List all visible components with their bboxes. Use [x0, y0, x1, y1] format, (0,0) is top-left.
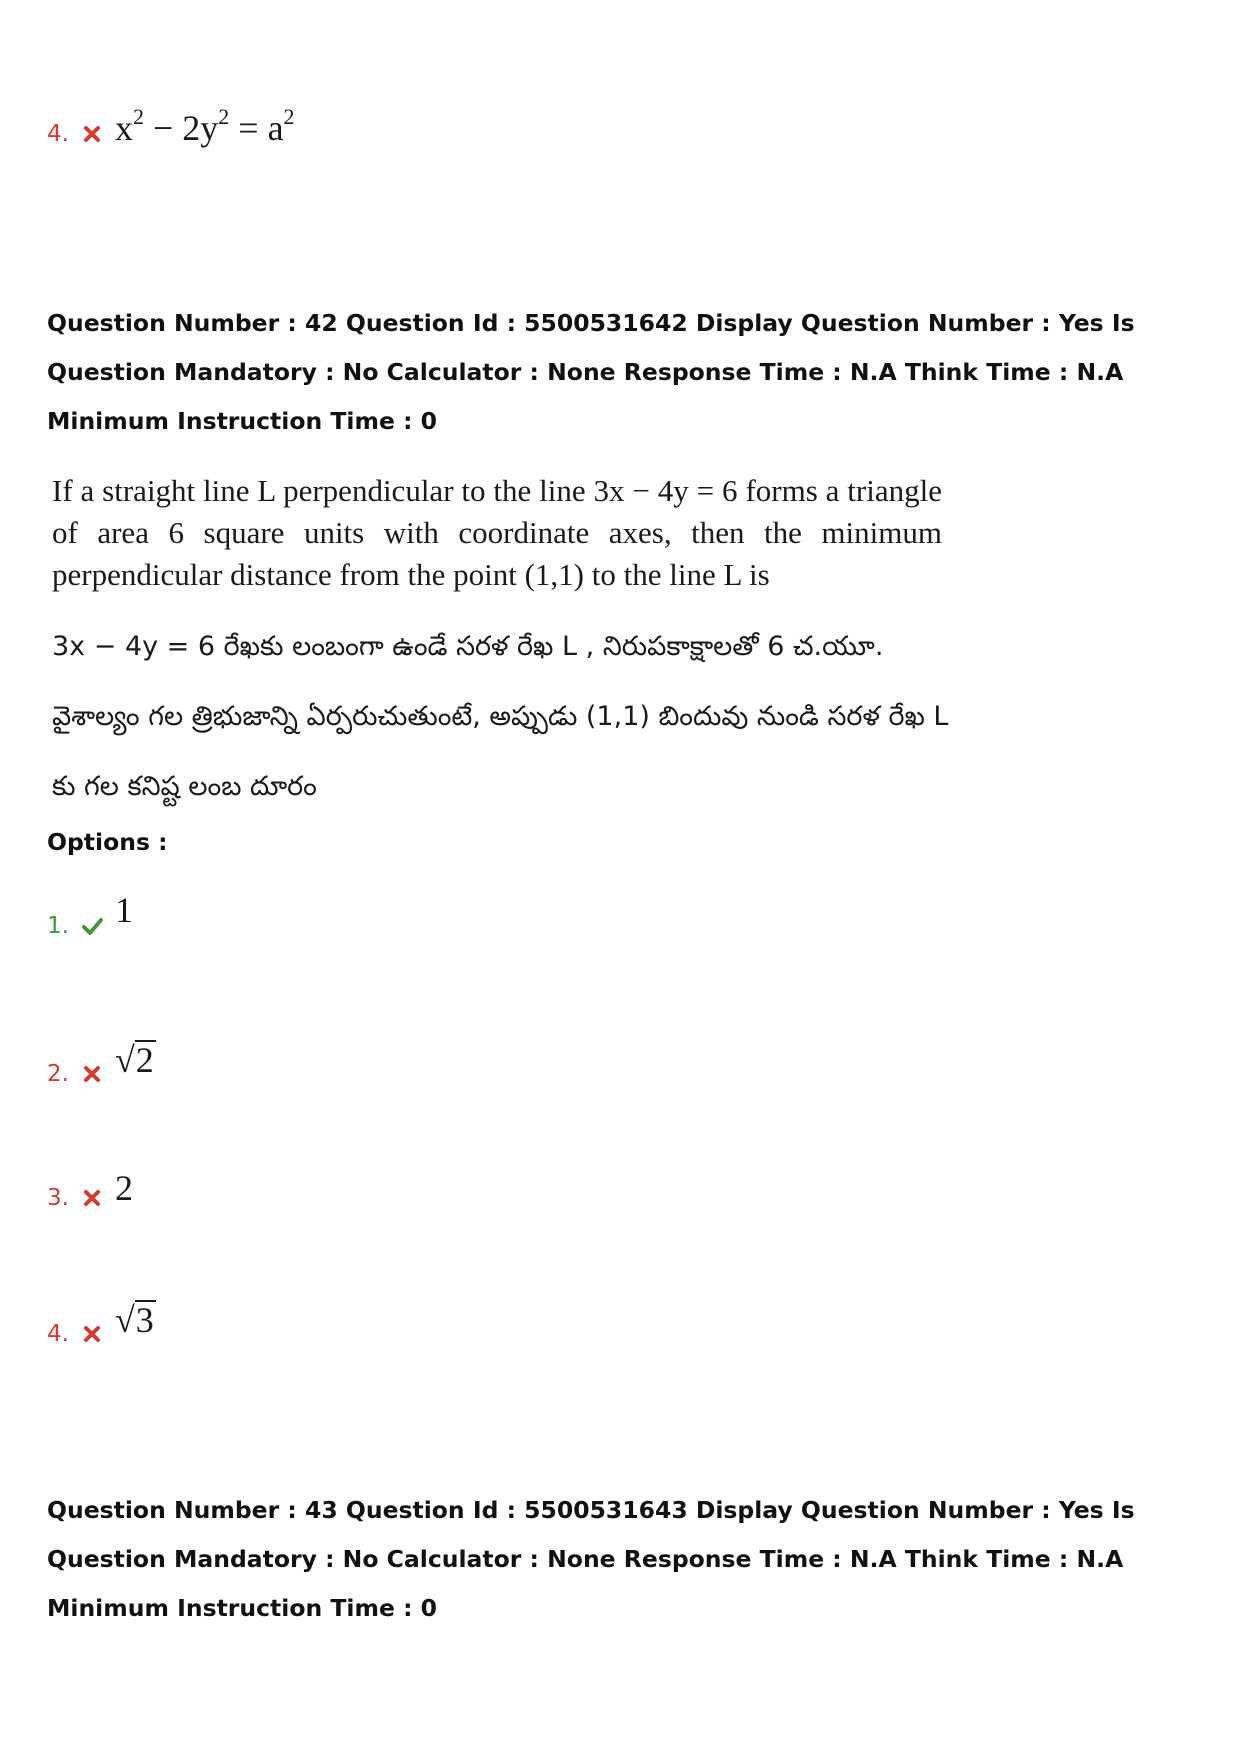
option-value-equation: $x^2 - 2y^2 = a^2$ — [114, 104, 295, 148]
prev-option-4 — [47, 106, 295, 146]
question-text-english: If a straight line L perpendicular to the line 3x − 4y = 6 forms a triangle of area 6 square units with coordinate axes, then the minimum perpendicular distance from the point (1,1) to the line L is — [52, 473, 942, 592]
option-4 — [47, 1300, 156, 1346]
sqrt-icon: √ — [114, 1300, 135, 1340]
cross-icon — [81, 1323, 103, 1345]
option-value: 2 — [114, 1168, 133, 1208]
check-icon — [81, 915, 103, 937]
cross-icon — [81, 123, 103, 145]
sqrt-icon: √ — [114, 1040, 135, 1080]
option-number: 4. — [47, 121, 69, 147]
question-text-telugu: 3x − 4y = 6 రేఖకు లంబంగా ఉండే సరళ రేఖ L , నిరుపకాక్షాలతో 6 చ.యూ. వైశాల్యం గల త్రిభుజాన్ని ఏర్పరుచుతుంటే, అప్పుడు (1,1) బిందువు నుండి సరళ రేఖ L కు గల కనిష్ట లంబ దూరం — [52, 631, 949, 802]
option-number: 3. — [47, 1185, 69, 1211]
option-value-sqrt: √ 2 — [114, 1040, 154, 1080]
question-meta: Question Number : 43 Question Id : 5500531643 Display Question Number : Yes Is Question Mandatory : No Calculator : None Response Time : N.A Think Time : N.A Minimum Instruction Time : 0 — [47, 1496, 1135, 1622]
question-meta: Question Number : 42 Question Id : 5500531642 Display Question Number : Yes Is Question Mandatory : No Calculator : None Response Time : N.A Think Time : N.A Minimum Instruction Time : 0 — [47, 309, 1135, 435]
option-3 — [47, 1170, 133, 1210]
option-1 — [47, 892, 133, 938]
option-value-sqrt: √ 3 — [114, 1300, 154, 1340]
cross-icon — [81, 1063, 103, 1085]
option-2 — [47, 1040, 156, 1086]
options-label: Options : — [47, 828, 168, 856]
cross-icon — [81, 1187, 103, 1209]
option-number: 2. — [47, 1061, 69, 1087]
option-number: 1. — [47, 913, 69, 939]
option-number: 4. — [47, 1321, 69, 1347]
option-value: 1 — [114, 890, 133, 930]
